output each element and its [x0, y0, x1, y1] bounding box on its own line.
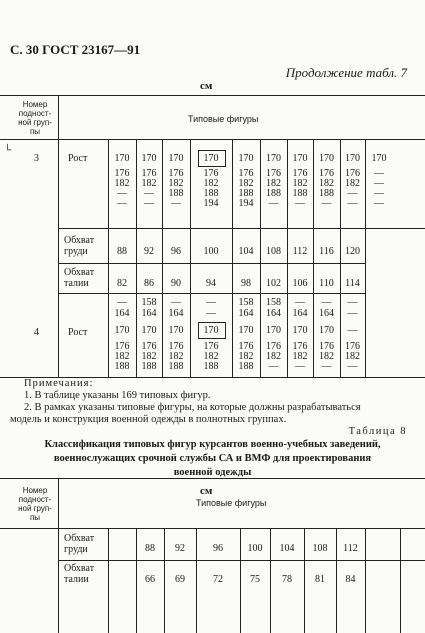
- table8-waist-value: 78: [282, 574, 292, 585]
- table7-chest-value: 120: [345, 246, 360, 257]
- rule-horizontal: [58, 228, 425, 229]
- group3-cell: 170: [319, 153, 334, 164]
- rule-vertical: [365, 528, 366, 633]
- group3-cell: 170: [371, 153, 387, 164]
- group3-cell: 170: [141, 153, 157, 164]
- table8-waist-value: 69: [175, 574, 185, 585]
- notes-heading: Примечания:: [24, 378, 94, 389]
- group4-cell: —: [268, 361, 279, 372]
- group3-cell: 170: [114, 153, 130, 164]
- group3-row-label: Рост: [68, 153, 88, 164]
- group4-cell: —: [206, 297, 216, 308]
- table8-chest-value: 100: [247, 543, 263, 554]
- group4-frame: [198, 322, 226, 339]
- table7-waist-value: 86: [144, 278, 154, 289]
- group3-cell: —: [117, 188, 127, 199]
- group3-cell: —: [374, 178, 384, 189]
- group4-number: 4: [34, 327, 39, 338]
- table7-waist-value: 90: [171, 278, 181, 289]
- rule-horizontal: [58, 263, 365, 264]
- group3-cell: 176: [345, 168, 360, 179]
- group3-cell: —: [347, 198, 358, 209]
- group4-cell: 158: [266, 297, 281, 308]
- group4-cell: —: [321, 297, 332, 308]
- table8-waist-value: 66: [145, 574, 155, 585]
- group3-cell: 182: [345, 178, 360, 189]
- table8-label: Таблица 8: [348, 426, 407, 437]
- table7-waist-value: 94: [206, 278, 216, 289]
- group4-cell: 176: [319, 341, 334, 352]
- group3-cell: 182: [141, 178, 157, 189]
- group4-cell: 164: [141, 308, 157, 319]
- group4-cell: 176: [141, 341, 157, 352]
- group3-frame: [198, 150, 226, 167]
- rule-vertical: [58, 478, 59, 633]
- table7-header-group: Номер подност-ной груп-пы: [18, 100, 52, 136]
- rule-horizontal: [58, 293, 365, 294]
- table7-chest-value: 96: [171, 246, 181, 257]
- table7-chest-value: 100: [203, 246, 219, 257]
- group4-cell: 158: [141, 297, 157, 308]
- table8-chest-value: 104: [279, 543, 295, 554]
- table8-title-line2: военнослужащих срочной службы СА и ВМФ для проектирования: [53, 453, 372, 464]
- group3-cell: 176: [319, 168, 334, 179]
- rule-horizontal: [0, 139, 425, 140]
- group3-cell: 188: [168, 188, 184, 199]
- group4-cell: 188: [141, 361, 157, 372]
- table7-waist-value: 98: [241, 278, 251, 289]
- group3-cell: 176: [238, 168, 254, 179]
- table8-waist-value: 72: [213, 574, 223, 585]
- group3-cell: 176: [168, 168, 184, 179]
- group3-cell: 182: [266, 178, 281, 189]
- group3-number: 3: [34, 153, 39, 164]
- group4-cell: —: [206, 308, 216, 319]
- table8-waist-value: 75: [250, 574, 260, 585]
- group4-cell: 170: [238, 325, 254, 336]
- group4-cell: 170: [319, 325, 334, 336]
- note-2-line1: 2. В рамках указаны типовые фигуры, на которые должны разрабатываться: [24, 402, 361, 413]
- group4-cell: 170: [292, 325, 308, 336]
- group4-cell: —: [347, 308, 358, 319]
- group3-cell: 194: [238, 198, 254, 209]
- group3-cell: 170: [203, 153, 219, 164]
- group4-cell: 158: [238, 297, 254, 308]
- group4-cell: 188: [203, 361, 219, 372]
- table8-title-line1: Классификация типовых фигур курсантов военно-учебных заведений,: [44, 439, 381, 450]
- note-2-line2: модель и конструкция военной одежды в полнотных группах.: [10, 414, 287, 425]
- group3-cell: 176: [292, 168, 308, 179]
- group3-cell: 182: [168, 178, 184, 189]
- table7-chest-label: Обхват груди: [64, 235, 95, 257]
- table7-chest-value: 108: [266, 246, 281, 257]
- group4-cell: 182: [292, 351, 308, 362]
- group3-cell: 170: [266, 153, 281, 164]
- group3-cell: 188: [319, 188, 334, 199]
- rule-horizontal: [0, 528, 425, 529]
- group3-cell: —: [144, 188, 154, 199]
- group4-cell: 182: [238, 351, 254, 362]
- group4-cell: 176: [266, 341, 281, 352]
- group4-cell: 182: [203, 351, 219, 362]
- group3-cell: —: [268, 198, 279, 209]
- rule-vertical: [108, 528, 109, 633]
- table7-waist-value: 82: [117, 278, 127, 289]
- table7-header-figures: Типовые фигуры: [188, 114, 259, 124]
- group3-cell: —: [171, 198, 181, 209]
- table7-waist-value: 102: [266, 278, 281, 289]
- group3-cell: 188: [292, 188, 308, 199]
- table8-waist-label: Обхват талии: [64, 563, 95, 585]
- table7-waist-value: 114: [345, 278, 360, 289]
- table7-chest-value: 116: [319, 246, 334, 257]
- group4-cell: 176: [345, 341, 360, 352]
- group3-cell: 170: [238, 153, 254, 164]
- table8-waist-value: 81: [315, 574, 325, 585]
- group3-cell: —: [347, 188, 358, 199]
- group4-cell: 170: [168, 325, 184, 336]
- group4-cell: 188: [114, 361, 130, 372]
- note-1: 1. В таблице указаны 169 типовых фигур.: [24, 390, 211, 401]
- group3-cell: 170: [345, 153, 360, 164]
- table8-title-line3: военной одежды: [173, 467, 252, 478]
- table7-chest-value: 92: [144, 246, 154, 257]
- table7-chest-value: 88: [117, 246, 127, 257]
- group3-cell: 182: [114, 178, 130, 189]
- rule-vertical: [58, 228, 59, 377]
- rule-vertical: [365, 228, 366, 377]
- group4-cell: —: [347, 325, 358, 336]
- group4-cell: 176: [168, 341, 184, 352]
- table8-chest-value: 96: [213, 543, 223, 554]
- table8-chest-value: 108: [312, 543, 328, 554]
- group4-cell: 170: [266, 325, 281, 336]
- rule-horizontal: [0, 95, 425, 96]
- group3-cell: 176: [266, 168, 281, 179]
- table8-header-group: Номер подност-ной груп-пы: [18, 486, 52, 522]
- group3-cell: 170: [168, 153, 184, 164]
- group4-cell: 170: [203, 325, 219, 336]
- group4-cell: 182: [266, 351, 281, 362]
- group4-cell: —: [171, 297, 181, 308]
- group3-cell: 182: [203, 178, 219, 189]
- group4-cell: 164: [168, 308, 184, 319]
- table8-chest-label: Обхват груди: [64, 533, 95, 555]
- table7-chest-value: 112: [292, 246, 308, 257]
- table8-header-figures: Типовые фигуры: [196, 498, 267, 508]
- table7-chest-value: 104: [238, 246, 254, 257]
- group4-cell: 164: [266, 308, 281, 319]
- rule-vertical: [58, 95, 59, 139]
- group3-cell: 182: [319, 178, 334, 189]
- group3-stray-mark: └: [4, 145, 12, 156]
- group3-cell: 188: [203, 188, 219, 199]
- group4-cell: 182: [345, 351, 360, 362]
- group4-cell: 170: [141, 325, 157, 336]
- group3-cell: 176: [203, 168, 219, 179]
- page-header-right: Продолжение табл. 7: [285, 65, 407, 80]
- group3-cell: —: [144, 198, 154, 209]
- table8-waist-value: 84: [345, 574, 356, 585]
- group4-cell: 182: [168, 351, 184, 362]
- group4-row-label: Рост: [68, 327, 88, 338]
- group4-cell: 164: [238, 308, 254, 319]
- group3-cell: —: [321, 198, 332, 209]
- group4-cell: —: [295, 361, 305, 372]
- group4-cell: —: [117, 297, 127, 308]
- group3-cell: —: [117, 198, 127, 209]
- group4-cell: —: [347, 361, 358, 372]
- rule-vertical: [400, 528, 401, 633]
- group4-cell: 182: [141, 351, 157, 362]
- group4-cell: 182: [319, 351, 334, 362]
- table8-chest-value: 112: [343, 543, 358, 554]
- page-header-left: С. 30 ГОСТ 23167—91: [10, 42, 141, 57]
- rule-horizontal: [0, 478, 425, 479]
- group4-cell: 176: [203, 341, 219, 352]
- table7-waist-label: Обхват талии: [64, 267, 95, 289]
- group3-cell: 176: [141, 168, 157, 179]
- group4-cell: 176: [238, 341, 254, 352]
- group3-cell: 188: [238, 188, 254, 199]
- group3-cell: —: [374, 168, 384, 179]
- group4-cell: 188: [168, 361, 184, 372]
- group3-cell: 182: [238, 178, 254, 189]
- group3-cell: 182: [292, 178, 308, 189]
- table7-waist-value: 106: [292, 278, 308, 289]
- group4-cell: 164: [319, 308, 334, 319]
- group4-cell: 176: [114, 341, 130, 352]
- table8-chest-value: 92: [175, 543, 185, 554]
- group3-cell: —: [374, 198, 384, 209]
- rule-vertical: [58, 139, 59, 228]
- group3-cell: —: [374, 188, 384, 199]
- group3-cell: 188: [266, 188, 281, 199]
- rule-horizontal: [58, 560, 425, 561]
- group3-cell: 194: [203, 198, 219, 209]
- group4-cell: —: [321, 361, 332, 372]
- group4-cell: 164: [114, 308, 130, 319]
- group3-cell: —: [295, 198, 305, 209]
- group4-cell: 170: [114, 325, 130, 336]
- group4-cell: 182: [114, 351, 130, 362]
- table8-unit: см: [200, 485, 213, 497]
- group4-cell: 164: [292, 308, 308, 319]
- group3-cell: 176: [114, 168, 130, 179]
- table7-unit: см: [200, 80, 213, 92]
- table8-chest-value: 88: [145, 543, 155, 554]
- table7-waist-value: 110: [319, 278, 334, 289]
- group4-cell: 176: [292, 341, 308, 352]
- group3-cell: 170: [292, 153, 308, 164]
- group4-cell: 188: [238, 361, 254, 372]
- group4-cell: —: [295, 297, 305, 308]
- group4-cell: —: [347, 297, 358, 308]
